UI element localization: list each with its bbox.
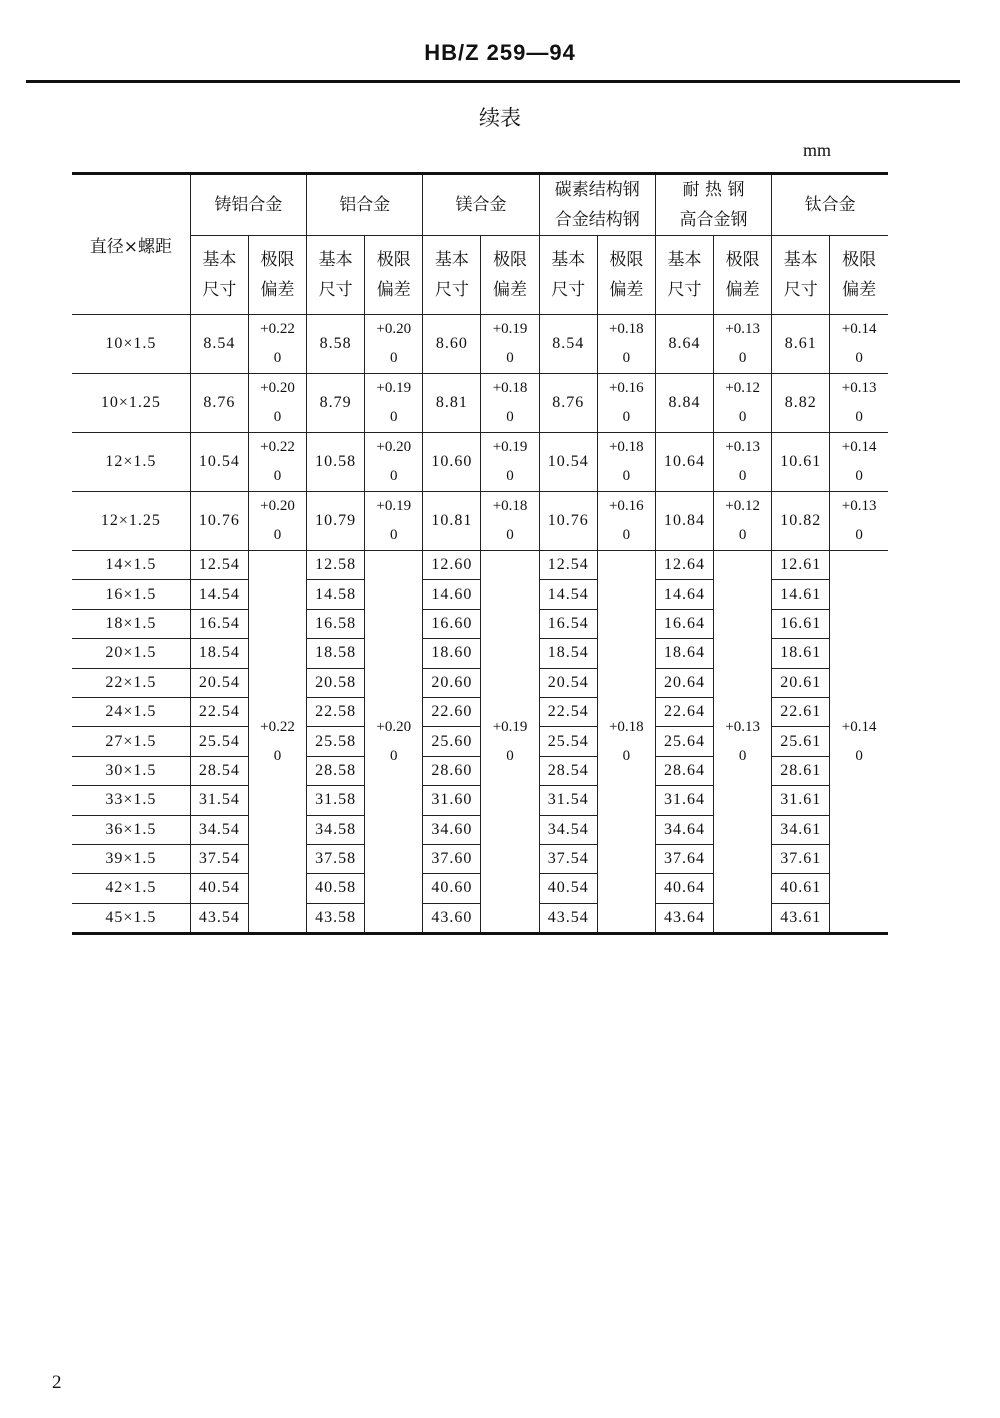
basic-size-cell: 18.64: [655, 639, 713, 668]
tolerance-lower: 0: [855, 350, 863, 366]
basic-size-header: [772, 236, 830, 315]
basic-size-cell: 43.60: [423, 903, 481, 933]
basic-size-line1: 基本: [551, 250, 586, 270]
tolerance-cell: [481, 374, 539, 433]
shared-tolerance-cell: [481, 551, 539, 934]
basic-size-cell: 25.60: [423, 727, 481, 756]
tolerance-upper: +0.19: [492, 321, 528, 337]
basic-size-cell: 10.82: [772, 492, 830, 551]
basic-size-cell: 28.54: [539, 756, 597, 785]
basic-size-cell: 10.54: [190, 433, 248, 492]
tolerance-lower: 0: [273, 527, 282, 543]
material-name-line1: 耐 热 钢: [682, 180, 745, 200]
basic-size-cell: 10.81: [423, 492, 481, 551]
tolerance-header: [714, 236, 772, 315]
basic-size-cell: 34.54: [190, 815, 248, 844]
basic-size-cell: 25.54: [190, 727, 248, 756]
diameter-pitch-cell: 16×1.5: [72, 580, 190, 609]
tolerance-cell: [365, 374, 423, 433]
tolerance-header: [597, 236, 655, 315]
tolerance-lower: 0: [738, 747, 747, 764]
shared-tolerance-cell: [597, 551, 655, 934]
tolerance-lower: 0: [273, 350, 282, 366]
basic-size-cell: 8.54: [539, 315, 597, 374]
tolerance-cell: [597, 315, 655, 374]
basic-size-cell: 20.54: [190, 668, 248, 697]
basic-size-cell: 43.58: [307, 903, 365, 933]
tolerance-cell: [365, 433, 423, 492]
tolerance-lower: 0: [506, 747, 514, 764]
basic-size-cell: 34.58: [307, 815, 365, 844]
tolerance-line1: 极限: [493, 250, 528, 270]
shared-tolerance-cell: [248, 551, 306, 934]
basic-size-cell: 28.58: [307, 756, 365, 785]
basic-size-cell: 20.64: [655, 668, 713, 697]
basic-size-cell: 16.64: [655, 609, 713, 638]
tolerance-cell: [248, 374, 306, 433]
tolerance-lower: 0: [390, 409, 398, 425]
tolerance-upper: +0.18: [608, 439, 644, 455]
tolerance-lower: 0: [390, 527, 398, 543]
basic-size-cell: 8.58: [307, 315, 365, 374]
diameter-pitch-cell: 10×1.5: [72, 315, 190, 374]
tolerance-upper: +0.16: [608, 380, 644, 396]
basic-size-cell: 34.64: [655, 815, 713, 844]
tolerance-lower: 0: [738, 468, 747, 484]
basic-size-cell: 31.58: [307, 786, 365, 815]
thread-dimension-table: [72, 172, 888, 935]
table-row: [72, 433, 888, 492]
basic-size-cell: 28.64: [655, 756, 713, 785]
basic-size-cell: 10.76: [190, 492, 248, 551]
diameter-pitch-cell: 20×1.5: [72, 639, 190, 668]
tolerance-line2: 偏差: [842, 280, 877, 300]
material-header: [655, 174, 771, 236]
basic-size-cell: 12.64: [655, 551, 713, 580]
tolerance-lower: 0: [855, 409, 863, 425]
tolerance-upper: +0.22: [260, 718, 295, 735]
unit-label: mm: [803, 140, 832, 160]
basic-size-cell: 22.58: [307, 697, 365, 726]
tolerance-cell: [830, 374, 888, 433]
basic-size-cell: 25.58: [307, 727, 365, 756]
basic-size-line1: 基本: [783, 250, 818, 270]
tolerance-upper: +0.16: [608, 498, 644, 514]
tolerance-cell: [830, 433, 888, 492]
basic-size-cell: 28.61: [772, 756, 830, 785]
basic-size-line1: 基本: [318, 250, 353, 270]
material-name-line2: 高合金钢: [679, 210, 748, 230]
basic-size-cell: 40.64: [655, 874, 713, 903]
tolerance-upper: +0.19: [492, 718, 528, 735]
tolerance-lower: 0: [390, 747, 398, 764]
subheader-row: [72, 236, 888, 315]
tolerance-cell: [365, 492, 423, 551]
material-name-line2: 合金结构钢: [554, 210, 640, 230]
basic-size-cell: 12.54: [539, 551, 597, 580]
shared-tolerance-cell: [365, 551, 423, 934]
diameter-pitch-cell: 39×1.5: [72, 844, 190, 873]
table-row: [72, 315, 888, 374]
tolerance-line2: 偏差: [609, 280, 644, 300]
tolerance-cell: [248, 433, 306, 492]
basic-size-cell: 10.84: [655, 492, 713, 551]
tolerance-cell: [481, 433, 539, 492]
tolerance-cell: [597, 492, 655, 551]
diameter-pitch-cell: 12×1.25: [72, 492, 190, 551]
tolerance-lower: 0: [390, 350, 398, 366]
tolerance-cell: [830, 492, 888, 551]
basic-size-cell: 31.64: [655, 786, 713, 815]
tolerance-cell: [597, 433, 655, 492]
basic-size-cell: 14.61: [772, 580, 830, 609]
diameter-pitch-cell: 18×1.5: [72, 609, 190, 638]
basic-size-cell: 28.60: [423, 756, 481, 785]
basic-size-cell: 10.76: [539, 492, 597, 551]
basic-size-cell: 31.61: [772, 786, 830, 815]
material-header: [190, 174, 306, 236]
tolerance-line1: 极限: [260, 250, 295, 270]
basic-size-cell: 40.54: [190, 874, 248, 903]
tolerance-line1: 极限: [376, 250, 411, 270]
tolerance-line2: 偏差: [493, 280, 528, 300]
basic-size-cell: 40.54: [539, 874, 597, 903]
basic-size-cell: 22.61: [772, 697, 830, 726]
tolerance-lower: 0: [506, 350, 514, 366]
material-header: [307, 174, 423, 236]
tolerance-lower: 0: [622, 350, 631, 366]
basic-size-header: [423, 236, 481, 315]
tolerance-lower: 0: [738, 527, 747, 543]
material-header: [772, 174, 888, 236]
shared-tolerance-cell: [830, 551, 888, 934]
tolerance-cell: [365, 315, 423, 374]
basic-size-cell: 16.54: [539, 609, 597, 638]
basic-size-line1: 基本: [434, 250, 469, 270]
basic-size-cell: 37.54: [190, 844, 248, 873]
tolerance-upper: +0.13: [725, 718, 760, 735]
tolerance-lower: 0: [506, 468, 514, 484]
tolerance-upper: +0.12: [725, 498, 760, 514]
basic-size-cell: 16.54: [190, 609, 248, 638]
tolerance-upper: +0.18: [492, 380, 528, 396]
tolerance-lower: 0: [738, 409, 747, 425]
tolerance-upper: +0.13: [841, 498, 877, 514]
basic-size-cell: 10.61: [772, 433, 830, 492]
basic-size-line2: 尺寸: [318, 280, 353, 300]
tolerance-cell: [248, 315, 306, 374]
tolerance-upper: +0.19: [376, 498, 412, 514]
material-name-line1: 铸铝合金: [214, 195, 283, 215]
tolerance-cell: [597, 374, 655, 433]
diameter-pitch-cell: 24×1.5: [72, 697, 190, 726]
tolerance-cell: [481, 315, 539, 374]
tolerance-upper: +0.22: [260, 439, 295, 455]
tolerance-upper: +0.19: [492, 439, 528, 455]
basic-size-cell: 25.54: [539, 727, 597, 756]
tolerance-line2: 偏差: [376, 280, 411, 300]
shared-tolerance-cell: [714, 551, 772, 934]
tolerance-upper: +0.18: [608, 321, 644, 337]
basic-size-cell: 14.64: [655, 580, 713, 609]
tolerance-upper: +0.14: [841, 321, 877, 337]
basic-size-cell: 43.54: [190, 903, 248, 933]
basic-size-cell: 10.64: [655, 433, 713, 492]
tolerance-cell: [481, 492, 539, 551]
basic-size-header: [307, 236, 365, 315]
basic-size-cell: 10.54: [539, 433, 597, 492]
basic-size-line2: 尺寸: [434, 280, 469, 300]
basic-size-cell: 20.60: [423, 668, 481, 697]
tolerance-cell: [830, 315, 888, 374]
basic-size-line2: 尺寸: [667, 280, 702, 300]
basic-size-cell: 8.61: [772, 315, 830, 374]
tolerance-lower: 0: [738, 350, 747, 366]
row-header-label: 直径×螺距: [72, 174, 190, 315]
basic-size-header: [190, 236, 248, 315]
basic-size-cell: 8.54: [190, 315, 248, 374]
material-name-line1: 碳素结构钢: [554, 180, 640, 200]
basic-size-cell: 34.54: [539, 815, 597, 844]
tolerance-lower: 0: [855, 527, 863, 543]
tolerance-lower: 0: [622, 468, 631, 484]
tolerance-header: [248, 236, 306, 315]
basic-size-cell: 14.60: [423, 580, 481, 609]
basic-size-cell: 43.61: [772, 903, 830, 933]
basic-size-cell: 18.58: [307, 639, 365, 668]
basic-size-cell: 18.54: [539, 639, 597, 668]
basic-size-cell: 20.61: [772, 668, 830, 697]
tolerance-upper: +0.19: [376, 380, 412, 396]
tolerance-lower: 0: [273, 468, 282, 484]
material-header: [539, 174, 655, 236]
tolerance-upper: +0.20: [260, 498, 295, 514]
basic-size-cell: 8.64: [655, 315, 713, 374]
table-title: 续表: [479, 106, 521, 130]
tolerance-upper: +0.18: [608, 718, 644, 735]
basic-size-cell: 40.60: [423, 874, 481, 903]
document-code: HB/Z 259—94: [424, 40, 576, 65]
basic-size-header: [655, 236, 713, 315]
tolerance-cell: [714, 315, 772, 374]
diameter-pitch-cell: 27×1.5: [72, 727, 190, 756]
basic-size-cell: 34.60: [423, 815, 481, 844]
tolerance-upper: +0.14: [841, 439, 877, 455]
diameter-pitch-cell: 14×1.5: [72, 551, 190, 580]
tolerance-upper: +0.20: [376, 321, 412, 337]
tolerance-upper: +0.18: [492, 498, 528, 514]
basic-size-cell: 31.54: [190, 786, 248, 815]
tolerance-upper: +0.20: [260, 380, 295, 396]
basic-size-cell: 43.54: [539, 903, 597, 933]
basic-size-cell: 31.54: [539, 786, 597, 815]
tolerance-cell: [714, 374, 772, 433]
basic-size-cell: 34.61: [772, 815, 830, 844]
tolerance-line1: 极限: [725, 250, 760, 270]
basic-size-cell: 37.54: [539, 844, 597, 873]
basic-size-cell: 22.64: [655, 697, 713, 726]
tolerance-upper: +0.13: [841, 380, 877, 396]
table-body: [72, 315, 888, 934]
tolerance-lower: 0: [390, 468, 398, 484]
basic-size-line2: 尺寸: [551, 280, 586, 300]
material-header-row: [72, 174, 888, 236]
tolerance-lower: 0: [855, 747, 863, 764]
tolerance-upper: +0.12: [725, 380, 760, 396]
tolerance-lower: 0: [506, 527, 514, 543]
basic-size-cell: 25.61: [772, 727, 830, 756]
basic-size-cell: 8.82: [772, 374, 830, 433]
tolerance-lower: 0: [506, 409, 514, 425]
table-row: [72, 492, 888, 551]
basic-size-cell: 22.54: [539, 697, 597, 726]
basic-size-cell: 8.79: [307, 374, 365, 433]
tolerance-line1: 极限: [609, 250, 644, 270]
tolerance-lower: 0: [622, 747, 631, 764]
tolerance-upper: +0.13: [725, 321, 760, 337]
tolerance-upper: +0.20: [376, 439, 412, 455]
basic-size-cell: 16.61: [772, 609, 830, 638]
tolerance-line1: 极限: [842, 250, 877, 270]
basic-size-line1: 基本: [667, 250, 702, 270]
diameter-pitch-cell: 12×1.5: [72, 433, 190, 492]
basic-size-cell: 18.60: [423, 639, 481, 668]
tolerance-cell: [714, 492, 772, 551]
tolerance-lower: 0: [855, 468, 863, 484]
basic-size-cell: 40.61: [772, 874, 830, 903]
basic-size-cell: 16.60: [423, 609, 481, 638]
tolerance-upper: +0.20: [376, 718, 412, 735]
basic-size-cell: 18.61: [772, 639, 830, 668]
basic-size-line1: 基本: [202, 250, 237, 270]
basic-size-cell: 22.54: [190, 697, 248, 726]
basic-size-cell: 10.58: [307, 433, 365, 492]
table-row: [72, 551, 888, 580]
basic-size-cell: 14.54: [190, 580, 248, 609]
basic-size-cell: 8.76: [539, 374, 597, 433]
page-number: 2: [52, 1372, 62, 1393]
basic-size-cell: 14.54: [539, 580, 597, 609]
tolerance-line2: 偏差: [725, 280, 760, 300]
basic-size-cell: 12.61: [772, 551, 830, 580]
basic-size-cell: 37.60: [423, 844, 481, 873]
diameter-pitch-cell: 10×1.25: [72, 374, 190, 433]
tolerance-header: [481, 236, 539, 315]
basic-size-cell: 14.58: [307, 580, 365, 609]
basic-size-line2: 尺寸: [783, 280, 818, 300]
basic-size-cell: 10.60: [423, 433, 481, 492]
tolerance-lower: 0: [273, 409, 282, 425]
basic-size-cell: 8.60: [423, 315, 481, 374]
tolerance-lower: 0: [273, 747, 282, 764]
tolerance-upper: +0.14: [841, 718, 877, 735]
tolerance-cell: [248, 492, 306, 551]
basic-size-cell: 12.58: [307, 551, 365, 580]
basic-size-cell: 22.60: [423, 697, 481, 726]
tolerance-header: [830, 236, 888, 315]
basic-size-cell: 40.58: [307, 874, 365, 903]
basic-size-cell: 8.76: [190, 374, 248, 433]
basic-size-cell: 43.64: [655, 903, 713, 933]
tolerance-lower: 0: [622, 409, 631, 425]
basic-size-cell: 8.81: [423, 374, 481, 433]
diameter-pitch-cell: 45×1.5: [72, 903, 190, 933]
material-name-line1: 铝合金: [339, 195, 391, 215]
basic-size-cell: 8.84: [655, 374, 713, 433]
basic-size-cell: 20.54: [539, 668, 597, 697]
basic-size-cell: 12.60: [423, 551, 481, 580]
table-row: [72, 374, 888, 433]
material-name-line1: 镁合金: [455, 195, 507, 215]
diameter-pitch-cell: 42×1.5: [72, 874, 190, 903]
diameter-pitch-cell: 30×1.5: [72, 756, 190, 785]
basic-size-cell: 20.58: [307, 668, 365, 697]
basic-size-cell: 31.60: [423, 786, 481, 815]
diameter-pitch-cell: 33×1.5: [72, 786, 190, 815]
basic-size-cell: 12.54: [190, 551, 248, 580]
material-name-line1: 钛合金: [804, 195, 856, 215]
basic-size-cell: 25.64: [655, 727, 713, 756]
basic-size-line2: 尺寸: [202, 280, 237, 300]
basic-size-cell: 10.79: [307, 492, 365, 551]
diameter-pitch-cell: 36×1.5: [72, 815, 190, 844]
basic-size-cell: 37.64: [655, 844, 713, 873]
header-rule: [26, 80, 960, 83]
tolerance-cell: [714, 433, 772, 492]
basic-size-cell: 37.58: [307, 844, 365, 873]
basic-size-header: [539, 236, 597, 315]
tolerance-lower: 0: [622, 527, 631, 543]
tolerance-upper: +0.22: [260, 321, 295, 337]
tolerance-line2: 偏差: [260, 280, 295, 300]
diameter-pitch-cell: 22×1.5: [72, 668, 190, 697]
tolerance-upper: +0.13: [725, 439, 760, 455]
tolerance-header: [365, 236, 423, 315]
material-header: [423, 174, 539, 236]
basic-size-cell: 18.54: [190, 639, 248, 668]
basic-size-cell: 37.61: [772, 844, 830, 873]
basic-size-cell: 28.54: [190, 756, 248, 785]
basic-size-cell: 16.58: [307, 609, 365, 638]
